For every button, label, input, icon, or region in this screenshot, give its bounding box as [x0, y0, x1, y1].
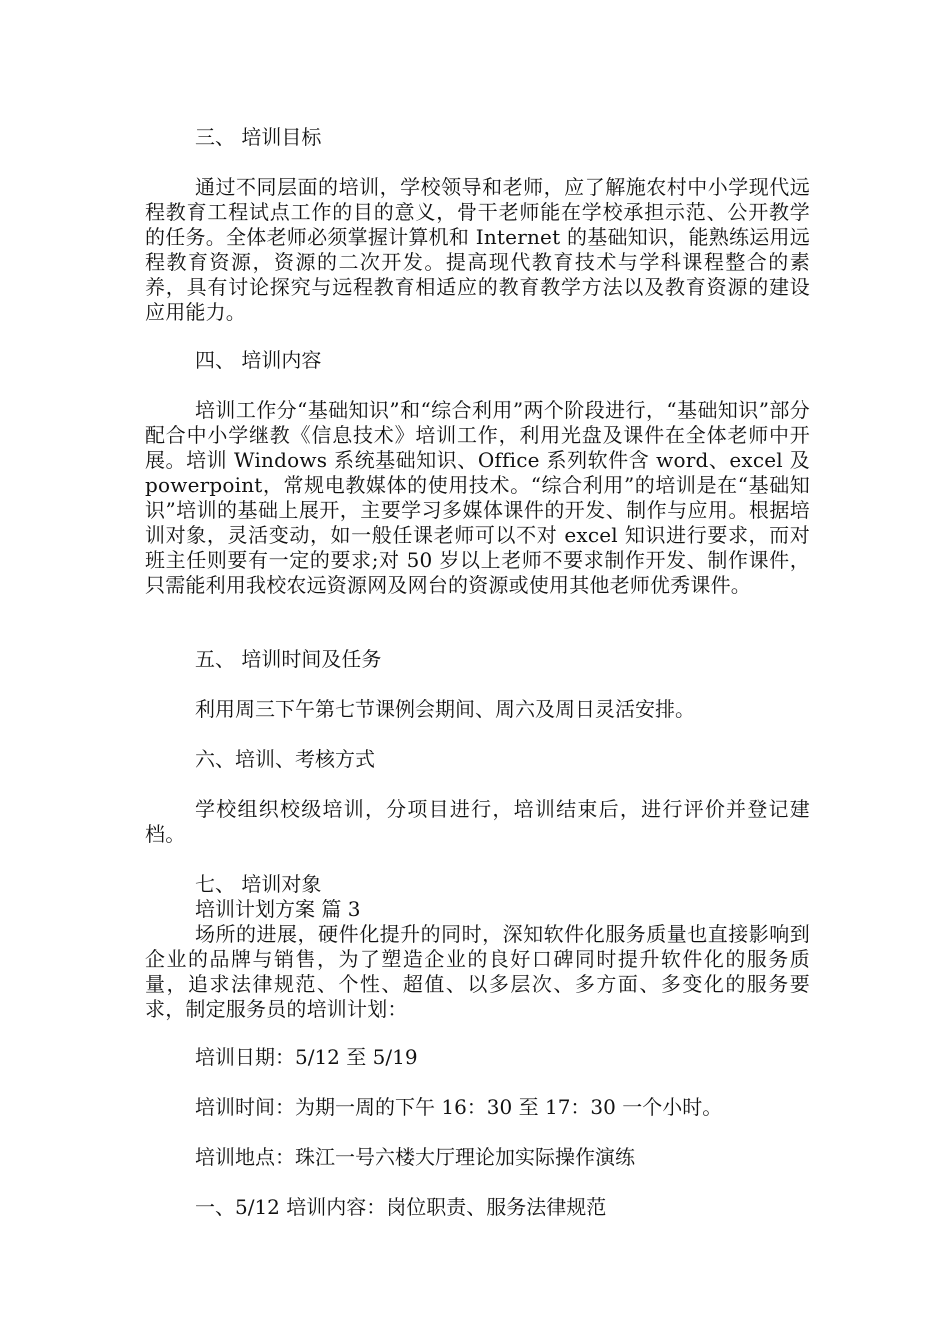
section-7-heading: 七、 培训对象 [195, 872, 322, 896]
training-place: 培训地点：珠江一号六楼大厅理论加实际操作演练 [195, 1145, 635, 1169]
plan-3-body: 场所的进展，硬件化提升的同时，深知软件化服务质量也直接影响到企业的品牌与销售，为了塑造企业的良好口碑同时提升软件化的服务质量，追求法律规范、个性、超值、以多层次、多方面、多变化的服务要求，制定服务员的培训计划： [145, 922, 810, 1021]
section-3-heading: 三、 培训目标 [195, 125, 322, 149]
section-5-body: 利用周三下午第七节课例会期间、周六及周日灵活安排。 [195, 697, 695, 721]
training-time: 培训时间：为期一周的下午 16：30 至 17：30 一个小时。 [195, 1095, 723, 1119]
section-5-heading: 五、 培训时间及任务 [195, 647, 382, 671]
training-item-1: 一、5/12 培训内容：岗位职责、服务法律规范 [195, 1195, 607, 1219]
section-3-body: 通过不同层面的培训，学校领导和老师，应了解施农村中小学现代远程教育工程试点工作的目的意义，骨干老师能在学校承担示范、公开教学的任务。全体老师必须掌握计算机和 Internet 的基础知识，能熟练运用远程教育资源，资源的二次开发。提高现代教育技术与学科课程整合的素养，具有讨论探究与远程教育相适应的教育教学方法以及教育资源的建设应用能力。 [145, 175, 810, 324]
section-4-body: 培训工作分“基础知识”和“综合利用”两个阶段进行，“基础知识”部分配合中小学继教《信息技术》培训工作，利用光盘及课件在全体老师中开展。培训 Windows 系统基础知识、Office 系列软件含 word、excel 及 powerpoint，常规电教媒体的使用技术。“综合利用”的培训是在“基础知识”培训的基础上展开，主要学习多媒体课件的开发、制作与应用。根据培训对象，灵活变动，如一般任课老师可以不对 excel 知识进行要求，而对班主任则要有一定的要求;对 50 岁以上老师不要求制作开发、制作课件，只需能利用我校农远资源网及网台的资源或使用其他老师优秀课件。 [145, 398, 810, 597]
section-4-heading: 四、 培训内容 [195, 348, 322, 372]
section-6-heading: 六、培训、考核方式 [195, 747, 375, 771]
plan-3-title: 培训计划方案 篇 3 [195, 897, 361, 921]
section-6-body: 学校组织校级培训，分项目进行，培训结束后，进行评价并登记建档。 [145, 797, 810, 846]
training-date: 培训日期：5/12 至 5/19 [195, 1045, 418, 1069]
